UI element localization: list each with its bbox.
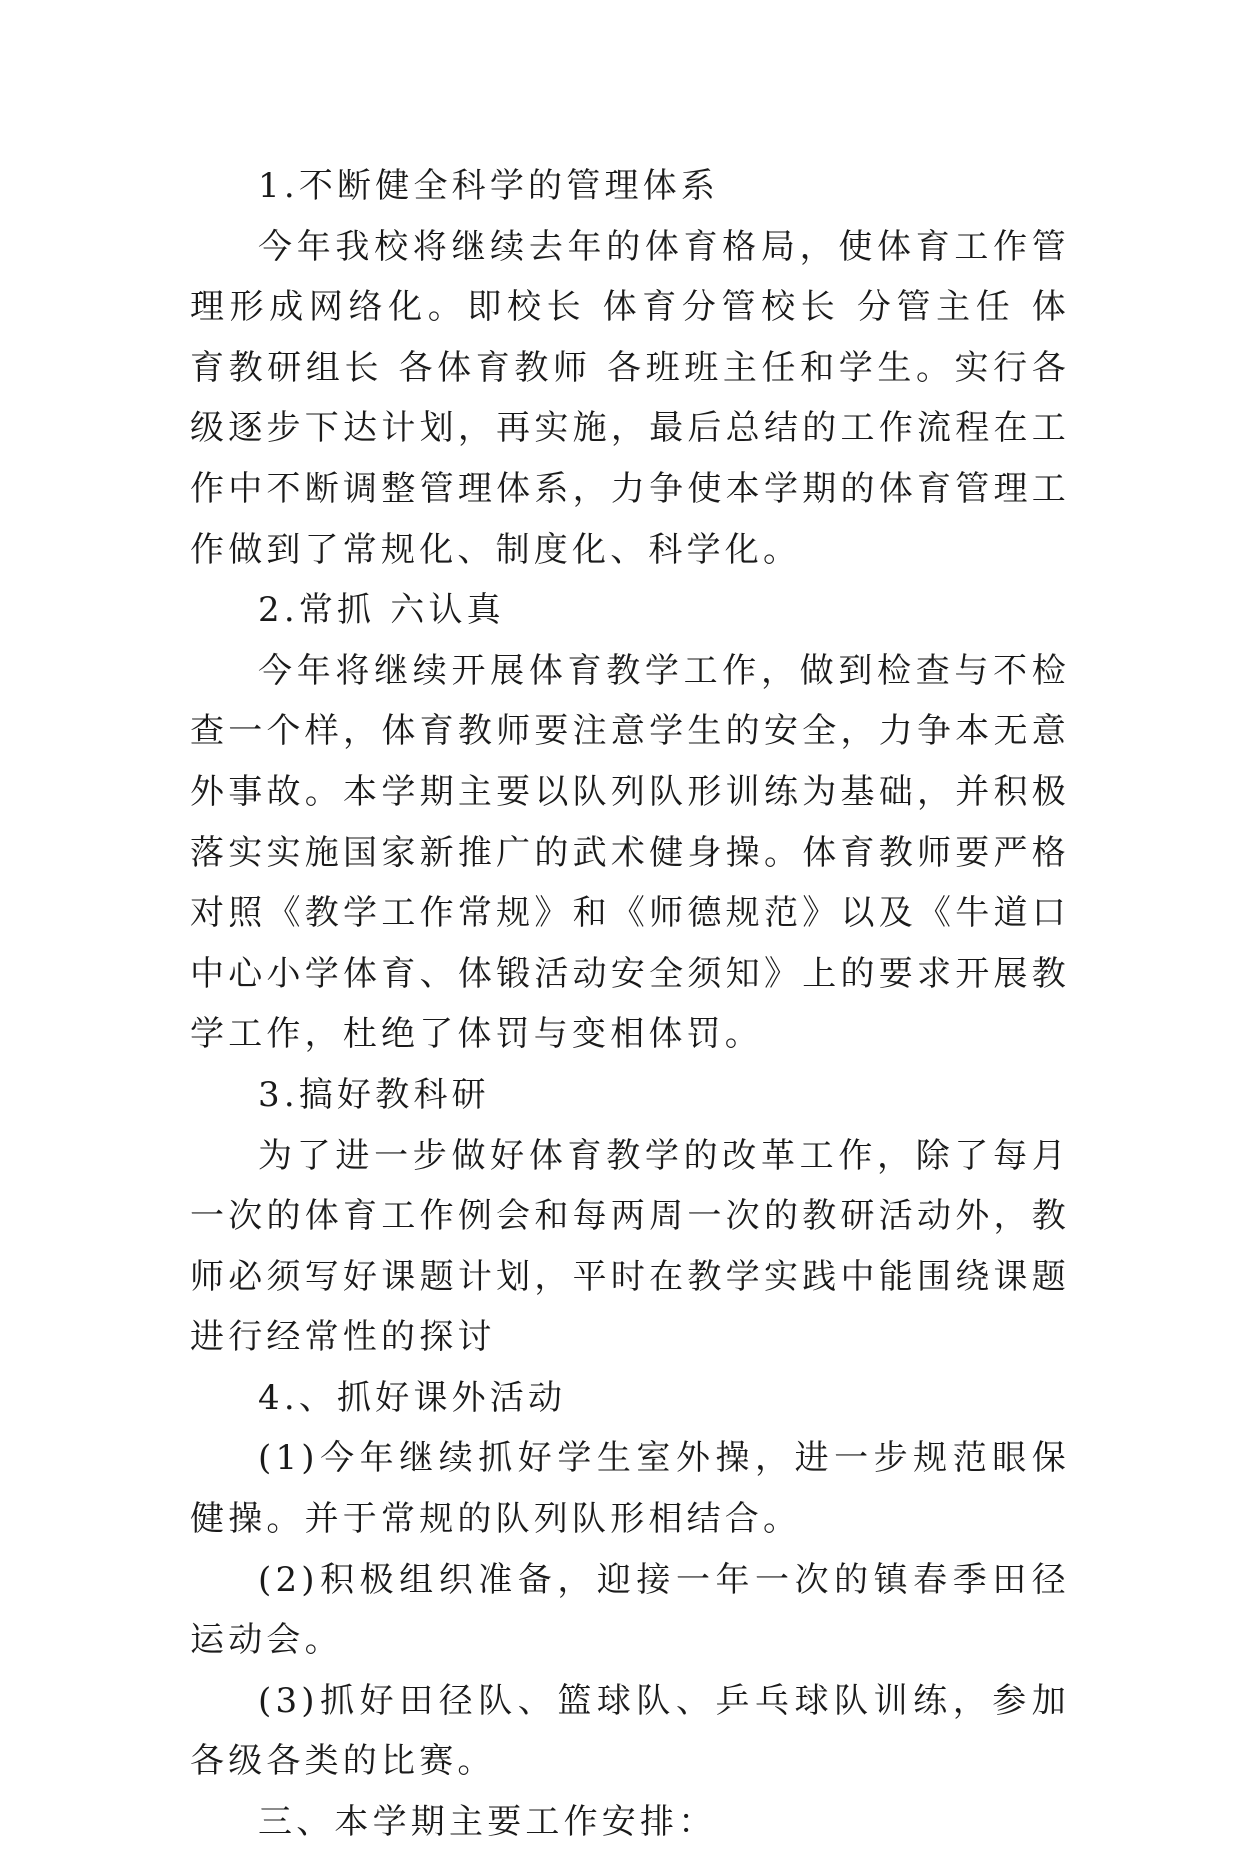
paragraph-management-system: 今年我校将继续去年的体育格局，使体育工作管理形成网络化。即校长 体育分管校长 分管主任 体育教研组长 各体育教师 各班班主任和学生。实行各级逐步下达计划，再实施，最后总结的工作流程在工作中不断调整管理体系，力争使本学期的体育管理工作做到了常规化、制度化、科学化。 <box>190 226 1070 570</box>
paragraph-teaching-work: 今年将继续开展体育教学工作，做到检查与不检查一个样，体育教师要注意学生的安全，力争本无意外事故。本学期主要以队列队形训练为基础，并积极落实实施国家新推广的武术健身操。体育教师要严格对照《教学工作常规》和《师德规范》以及《牛道口中心小学体育、体锻活动安全须知》上的要求开展教学工作，杜绝了体罚与变相体罚。 <box>190 650 1070 1055</box>
list-item-3: (3)抓好田径队、篮球队、乒乓球队训练，参加各级各类的比赛。 <box>190 1680 1070 1782</box>
list-item-1: (1)今年继续抓好学生室外操，进一步规范眼保健操。并于常规的队列队形相结合。 <box>190 1438 1070 1540</box>
document-body <box>190 156 1070 1853</box>
section-heading-1: 1.不断健全科学的管理体系 <box>258 166 720 206</box>
section-heading-main-arrangement: 三、本学期主要工作安排： <box>258 1802 717 1843</box>
section-heading-3: 3.搞好教科研 <box>258 1074 490 1115</box>
paragraph-research: 为了进一步做好体育教学的改革工作，除了每月一次的体育工作例会和每两周一次的教研活动外，教师必须写好课题计划，平时在教学实践中能围绕课题进行经常性的探讨 <box>190 1135 1070 1358</box>
section-heading-2: 2.常抓 六认真 <box>258 590 505 631</box>
list-item-2: (2)积极组织准备，迎接一年一次的镇春季田径运动会。 <box>190 1559 1070 1661</box>
section-heading-4: 4.、抓好课外活动 <box>258 1377 567 1418</box>
